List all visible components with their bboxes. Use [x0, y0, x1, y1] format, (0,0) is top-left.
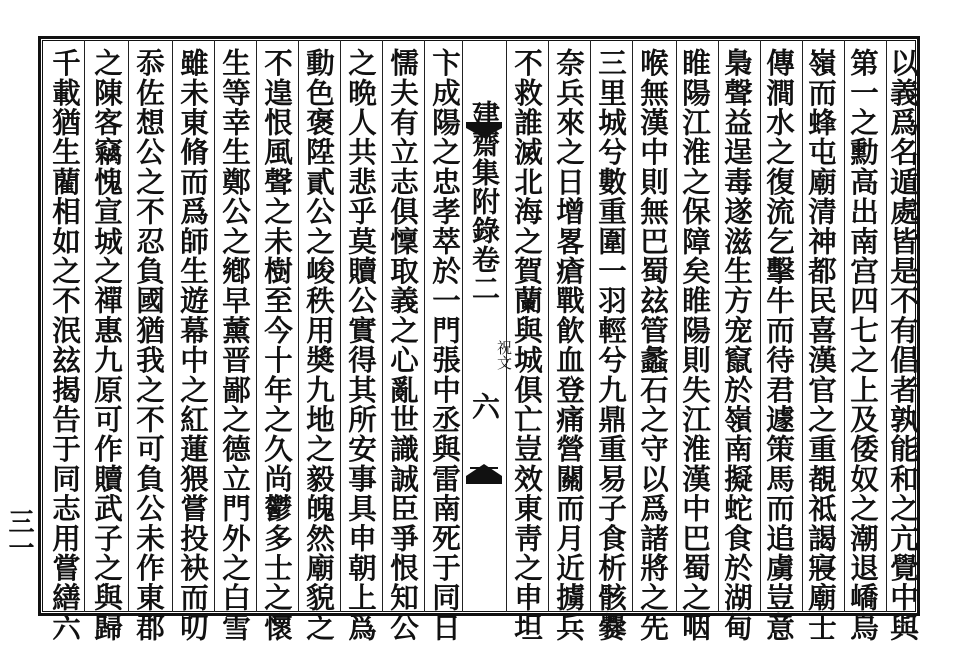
text-column: 動色褒陞貳公之峻秩用奬九地之毅魄然廟貌之	[302, 48, 336, 642]
text-column: 之晩人共悲乎莫贖公實得其所安事具申朝上爲	[344, 48, 378, 642]
text-column: 雖未東脩而爲師生遊幕中之紅蓮猥嘗投袂而叨	[176, 48, 210, 642]
text-column: 喉無漢中則無巴蜀玆管蠡石之守以爲諸將之先	[636, 48, 670, 642]
text-column: 梟聲益逞毒遂滋生方宠竄於嶺南擬蛇食於湖甸	[720, 48, 754, 642]
text-column: 三里城兮數重圍一羽輕兮九鼎重易子食析骸爨	[594, 48, 628, 642]
text-column: 千載猶生藺相如之不泯玆揭告于同志用嘗繕六	[48, 48, 82, 642]
column-rule	[844, 40, 845, 612]
text-column: 奈兵來之日增畧瘡戰飮血登痛營關而月近擄兵	[552, 48, 586, 642]
column-rule	[632, 40, 633, 612]
text-column: 卞成陽之忠孝萃於一門張中丞與雷南死于同日	[428, 48, 462, 642]
margin-page-number: 三一	[4, 508, 34, 560]
fold-rule	[506, 40, 507, 612]
column-rule	[548, 40, 549, 612]
text-column: 嶺而蜂屯廟清神都民喜漢官之重覩祗謁寢廟士	[804, 48, 838, 642]
column-rule	[718, 40, 719, 612]
fold-leaf-number: 六	[468, 392, 501, 420]
column-rule	[590, 40, 591, 612]
fold-category: 祝文	[495, 340, 513, 370]
text-column: 不遑恨風聲之未樹至今十年之久尚鬱多士之懷	[260, 48, 294, 642]
column-rule	[802, 40, 803, 612]
text-column: 懦夫有立志俱懍取義之心亂世識誠臣爭恨知公	[386, 48, 420, 642]
fold-rule	[462, 40, 463, 612]
column-rule	[676, 40, 677, 612]
fish-tail-ornament-bottom	[466, 460, 502, 484]
text-column: 之陳客竊愧宣城之禪惠九原可作贖武子之與歸	[90, 48, 124, 642]
column-rule	[256, 40, 257, 612]
column-rule	[128, 40, 129, 612]
column-rule	[298, 40, 299, 612]
column-rule	[84, 40, 85, 612]
text-column: 傳澗水之復流乞擊牛而待君遽策馬而追虜豈意	[762, 48, 796, 642]
column-rule	[214, 40, 215, 612]
column-rule	[760, 40, 761, 612]
fold-book-title: 建齋集附錄卷二	[468, 100, 501, 303]
column-rule	[172, 40, 173, 612]
text-column: 生等幸生鄭公之鄕早薰晋鄙之德立門外之白雪	[218, 48, 252, 642]
column-rule	[340, 40, 341, 612]
text-column: 睢陽江淮之保障矣睢陽則失江淮漢中巴蜀之咽	[678, 48, 712, 642]
text-column: 忝佐想公之不忍負國猶我之不可負公未作東郡	[132, 48, 166, 642]
column-rule	[424, 40, 425, 612]
text-column: 不救誰滅北海之賀蘭與城俱亡豈效東靑之申坦	[510, 48, 544, 642]
column-rule	[382, 40, 383, 612]
text-column: 以義爲名遁處皆是不有倡者孰能和之亢覺中與	[886, 48, 920, 642]
text-column: 第一之勳高出南宫四七之上及倭奴之潮退嶠烏	[846, 48, 880, 642]
